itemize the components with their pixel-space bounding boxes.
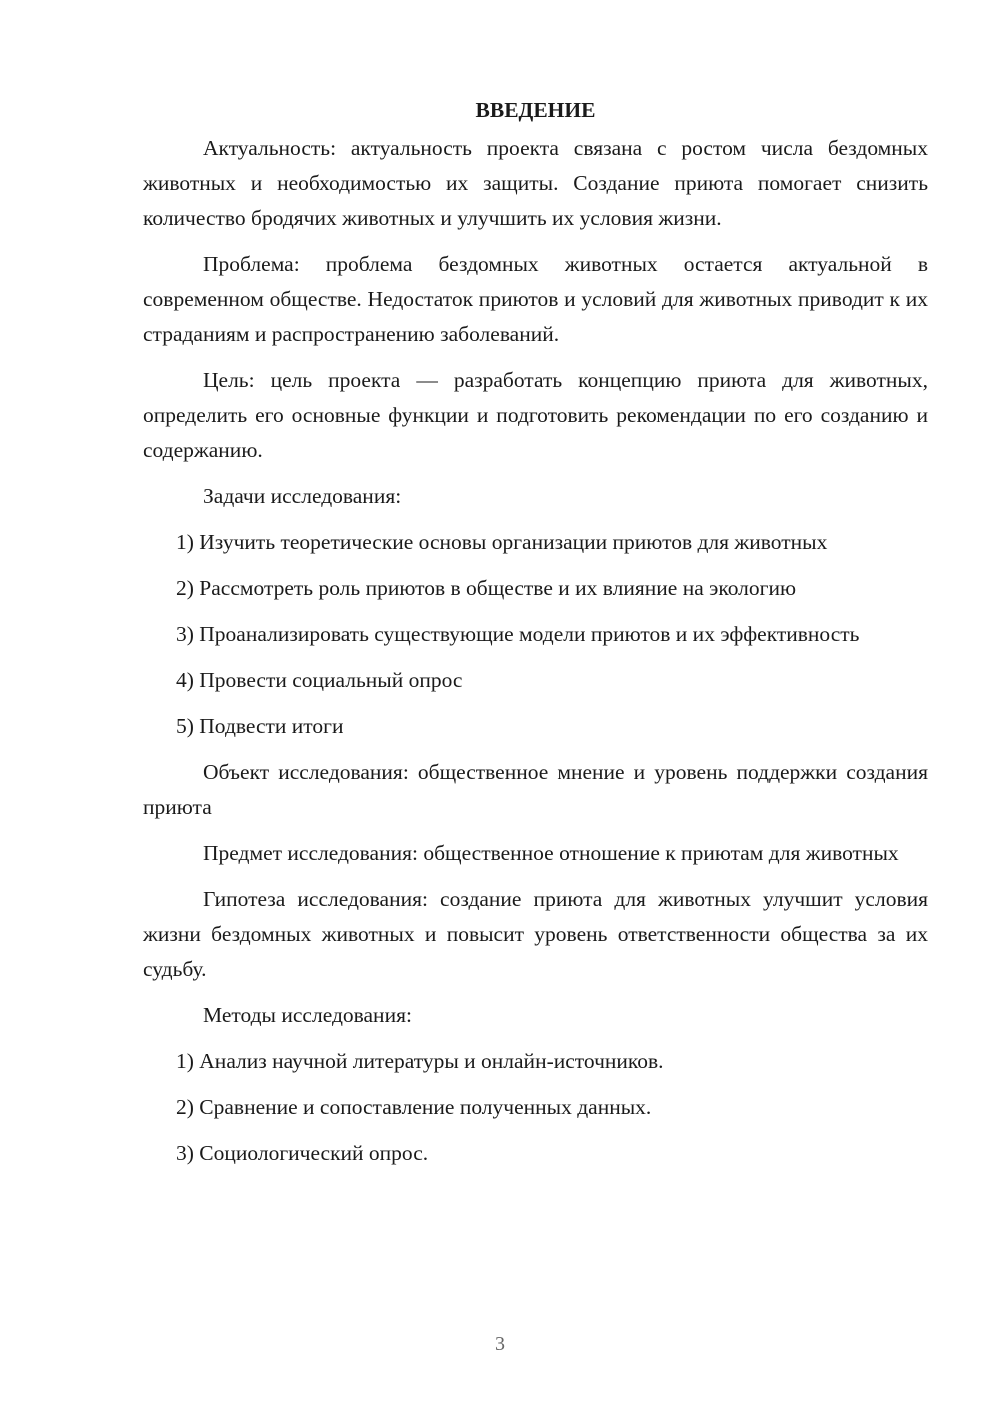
task-item: 2) Рассмотреть роль приютов в обществе и их влияние на экологию [176,576,797,600]
paragraph-problem: Проблема: проблема бездомных животных остается актуальной в современном обществе. Недостаток приютов и условий для животных приводит к их страданиям и распространению заболеваний. [143,252,928,346]
method-item: 2) Сравнение и сопоставление полученных данных. [176,1095,652,1119]
task-item: 1) Изучить теоретические основы организации приютов для животных [176,530,828,554]
page-title: ВВЕДЕНИЕ [475,98,596,122]
paragraph-object: Объект исследования: общественное мнение и уровень поддержки создания приюта [143,760,928,819]
task-item: 3) Проанализировать существующие модели приютов и их эффективность [176,622,860,646]
task-item: 5) Подвести итоги [176,714,344,738]
paragraph-hypothesis: Гипотеза исследования: создание приюта для животных улучшит условия жизни бездомных животных и повысит уровень ответственности общества за их судьбу. [143,887,928,981]
page-content [143,95,928,1182]
page-number: 3 [495,1333,505,1355]
tasks-heading: Задачи исследования: [203,484,402,508]
method-item: 1) Анализ научной литературы и онлайн-источников. [176,1049,664,1073]
methods-heading: Методы исследования: [203,1003,412,1027]
paragraph-subject: Предмет исследования: общественное отношение к приютам для животных [203,841,899,865]
task-item: 4) Провести социальный опрос [176,668,463,692]
method-item: 3) Социологический опрос. [176,1141,429,1165]
paragraph-goal: Цель: цель проекта — разработать концепцию приюта для животных, определить его основные функции и подготовить рекомендации по его созданию и содержанию. [143,368,928,462]
paragraph-relevance: Актуальность: актуальность проекта связана с ростом числа бездомных животных и необходимостью их защиты. Создание приюта помогает снизить количество бродячих животных и улучшить их условия жизни. [143,136,928,230]
